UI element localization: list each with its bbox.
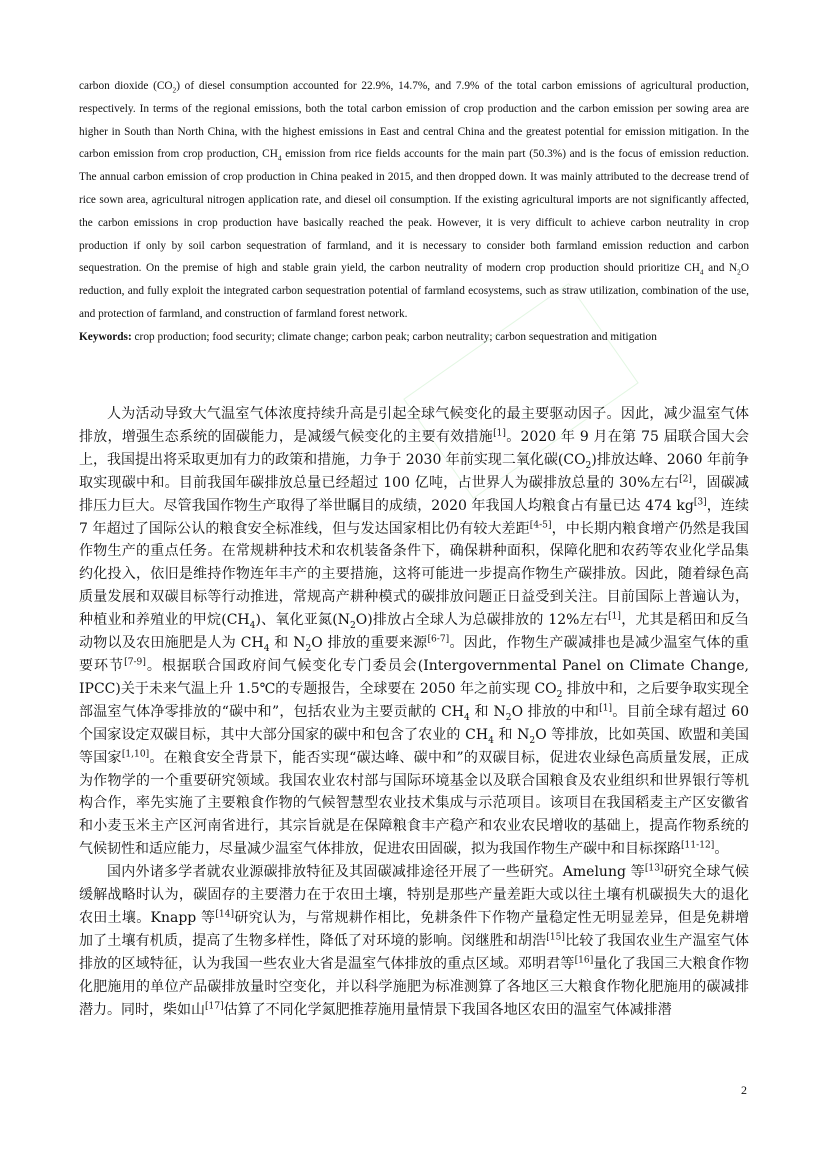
keywords-label: Keywords: (79, 330, 132, 343)
keywords-line (79, 326, 749, 349)
abstract-paragraph: carbon dioxide $(CO_2)$ of diesel consumption accounted for 22.9%, 14.7%, and 7.9% of the total carbon emissions of agricultural production, respectively. In terms of the regional emissions, both the total carbon emission of crop production and the carbon emission per sowing area are higher in South than North China, with the highest emissions in East and central China and the greatest potential for emission mitigation. In the carbon emission from crop production, $CH_4$ emission from rice fields accounts for the main part (50.3%) and is the focus of emission reduction. The annual carbon emission of crop production in China peaked in 2015, and then dropped down. It was mainly attributed to the decrease trend of rice sown area, agricultural nitrogen application rate, and diesel oil consumption. If the existing agricultural imports are not significantly affected, the carbon emissions in crop production have basically reached the peak. However, it is very difficult to achieve carbon neutrality in crop production if only by soil carbon sequestration of farmland, and it is necessary to consider both farmland emission reduction and carbon sequestration. On the premise of high and stable grain yield, the carbon neutrality of modern crop production should prioritize $CH_4$ and $N_2O$ reduction, and fully exploit the integrated carbon sequestration potential of farmland ecosystems, such as straw utilization, combination of the use, and protection of farmland, and construction of farmland forest network. (79, 80, 750, 320)
body-paragraph-1: 人为活动导致大气温室气体浓度持续升高是引起全球气候变化的最主要驱动因子。因此，减少温室气体排放，增强生态系统的固碳能力，是减缓气候变化的主要有效措施[1]。2020 年 9 月在第 75 届联合国大会上，我国提出将采取更加有力的政策和措施，力争于 2030 年前实现二氧化碳$(CO_2)$排放达峰、2060 年前争取实现碳中和。目前我国年碳排放总量已经超过 100 亿吨，占世界人为碳排放总量的 30%左右[2]，固碳减排压力巨大。尽管我国作物生产取得了举世瞩目的成绩，2020 年我国人均粮食占有量已达 474 kg[3]，连续 7 年超过了国际公认的粮食安全标准线，但与发达国家相比仍有较大差距[4-5]，中长期内粮食增产仍然是我国作物生产的重点任务。在常规耕种技术和农机装备条件下，确保耕种面积，保障化肥和农药等农业化学品集约化投入，依旧是维持作物连年丰产的主要措施，这将可能进一步提高作物生产碳排放。因此，随着绿色高质量发展和双碳目标等行动推进，常规高产耕种模式的碳排放问题正日益受到关注。目前国际上普遍认为，种植业和养殖业的甲烷$(CH_4)$、氧化亚氮$(N_2O)$排放占全球人为总碳排放的 12%左右[1]，尤其是稻田和反刍动物以及农田施肥是人为 $CH_4$ 和 $N_2O$ 排放的重要来源[6-7]。因此，作物生产碳减排也是减少温室气体的重要环节[7-9]。根据联合国政府间气候变化专门委员会(Intergovernmental Panel on Climate Change, IPCC)关于未来气温上升 1.5℃的专题报告，全球要在 2050 年之前实现 $CO_2$ 排放中和，之后要争取实现全部温室气体净零排放的“碳中和”，包括农业为主要贡献的 $CH_4$ 和 $N_2O$ 排放的中和[1]。目前全球有超过 60 个国家设定双碳目标，其中大部分国家的碳中和包含了农业的 $CH_4$ 和 $N_2O$ 等排放，比如英国、欧盟和美国等国家[1,10]。在粮食安全背景下，能否实现“碳达峰、碳中和”的双碳目标，促进农业绿色高质量发展，正成为作物学的一个重要研究领域。我国农业农村部与国际环境基金以及联合国粮食及农业组织和世界银行等机构合作，率先实施了主要粮食作物的气候智慧型农业技术集成与示范项目。该项目在我国稻麦主产区安徽省和小麦玉米主产区河南省进行，其宗旨就是在保障粮食丰产稳产和农业农民增收的基础上，提高作物系统的气候韧性和适应能力，尽量减少温室气体排放，促进农田固碳，拟为我国作物生产碳中和目标探路[11-12]。 (79, 406, 750, 858)
body-text (79, 403, 749, 1021)
keywords-text: crop production; food security; climate change; carbon peak; carbon neutrality; carbon sequestration and mitigation (131, 330, 657, 343)
body-paragraph-2: 国内外诸多学者就农业源碳排放特征及其固碳减排途径开展了一些研究。Amelung 等[13]研究全球气候缓解战略时认为，碳固存的主要潜力在于农田土壤，特别是那些产量差距大或以往土壤有机碳损失大的退化农田土壤。Knapp 等[14]研究认为，与常规耕作相比，免耕条件下作物产量稳定性无明显差异，但是免耕增加了土壤有机质，提高了生物多样性，降低了对环境的影响。闵继胜和胡浩[15]比较了我国农业生产温室气体排放的区域特征，认为我国一些农业大省是温室气体排放的重点区域。邓明君等[16]量化了我国三大粮食作物化肥施用的单位产品碳排放量时空变化，并以科学施肥为标准测算了各地区三大粮食作物化肥施用的碳减排潜力。同时，柴如山[17]估算了不同化学氮肥推荐施用量情景下我国各地区农田的温室气体减排潜 (79, 863, 750, 1018)
page-number: 2 (741, 1083, 747, 1097)
abstract-section (79, 75, 749, 349)
